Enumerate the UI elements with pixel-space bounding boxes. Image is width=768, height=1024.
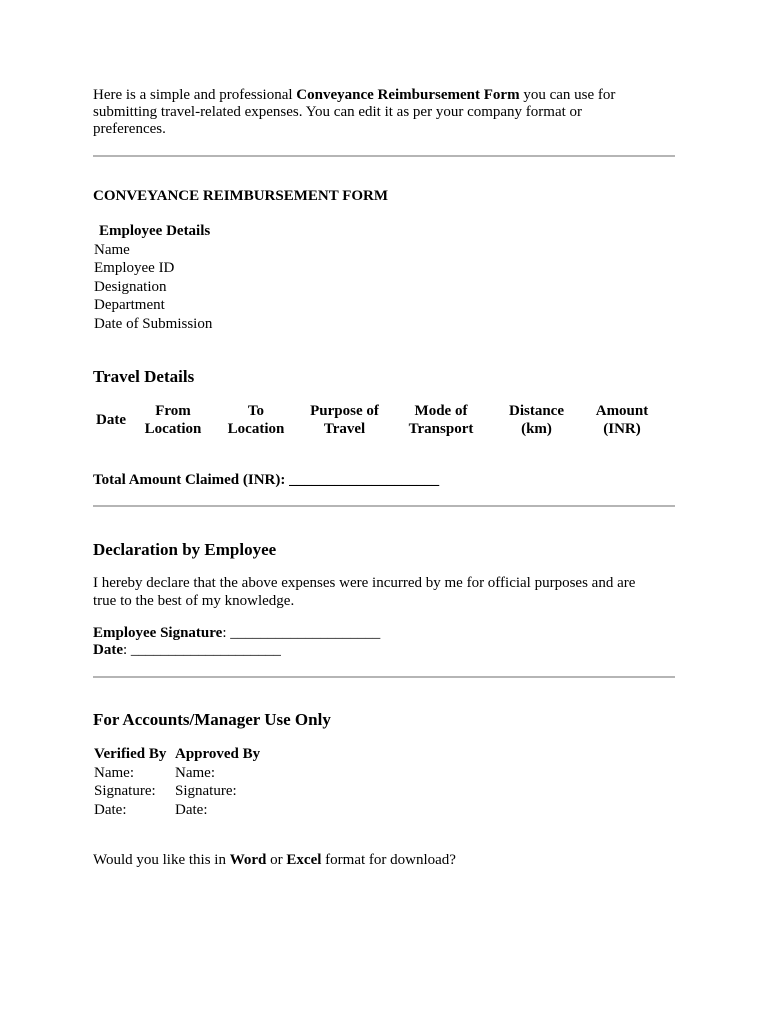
declaration-date-blank[interactable]: : ____________________: [123, 642, 281, 658]
col-amount: Amount (INR): [595, 403, 649, 437]
outro-mid: or: [266, 852, 287, 868]
outro-prefix: Would you like this in: [93, 852, 230, 868]
travel-details-table: [93, 403, 659, 438]
declaration-heading: Declaration by Employee: [93, 540, 277, 559]
col-distance: Distance (km): [509, 403, 564, 437]
employee-signature-line: [93, 625, 380, 642]
employee-field-date-of-submission: Date of Submission: [94, 315, 213, 332]
accounts-row-date: [94, 801, 260, 820]
accounts-row-name: [94, 764, 260, 783]
verified-name: Name:: [94, 764, 134, 781]
col-to-location: To Location: [227, 403, 285, 437]
approved-signature: Signature:: [175, 783, 237, 800]
employee-details-heading: Employee Details: [99, 223, 211, 239]
col-purpose-of-travel: Purpose of Travel: [310, 403, 379, 437]
intro-suffix: you can use for: [519, 87, 616, 103]
verified-by-heading: Verified By: [94, 746, 167, 762]
accounts-use-table: [94, 745, 260, 820]
intro-form-name: Conveyance Reimbursement Form: [296, 87, 520, 103]
col-from-location: From Location: [144, 403, 202, 437]
approved-date: Date:: [175, 802, 208, 819]
intro-line-2: submitting travel-related expenses. You can edit it as per your company format or: [93, 104, 583, 120]
closing-question: [93, 852, 456, 869]
outro-word: Word: [229, 852, 267, 868]
divider-2: [93, 505, 675, 507]
total-amount-blank[interactable]: ____________________: [285, 472, 440, 488]
verified-date: Date:: [94, 802, 127, 819]
employee-field-id: Employee ID: [94, 260, 175, 277]
declaration-text: [93, 574, 663, 610]
col-mode-of-transport: Mode of Transport: [408, 403, 474, 437]
declaration-date-label: Date: [93, 642, 123, 658]
divider-1: [93, 155, 675, 157]
declaration-date-line: [93, 642, 281, 659]
employee-details-section: [94, 222, 212, 334]
declaration-line-1: I hereby declare that the above expenses were incurred by me for official purposes and are: [93, 575, 636, 591]
verified-signature: Signature:: [94, 783, 156, 800]
intro-line-3: preferences.: [93, 121, 166, 137]
total-amount-label: Total Amount Claimed (INR):: [93, 472, 286, 488]
employee-signature-label: Employee Signature: [93, 625, 223, 641]
intro-prefix: Here is a simple and professional: [93, 87, 297, 103]
col-date: Date: [96, 411, 126, 428]
travel-table-header-row: [93, 403, 659, 438]
approved-name: Name:: [175, 764, 215, 781]
employee-field-department: Department: [94, 297, 165, 314]
intro-paragraph: [93, 87, 653, 138]
travel-details-heading: Travel Details: [93, 367, 195, 386]
approved-by-heading: Approved By: [175, 746, 261, 762]
employee-field-designation: Designation: [94, 278, 167, 295]
declaration-line-2: true to the best of my knowledge.: [93, 593, 295, 609]
accounts-row-signature: [94, 782, 260, 801]
outro-suffix: format for download?: [321, 852, 456, 868]
divider-3: [93, 676, 675, 678]
outro-excel: Excel: [286, 852, 322, 868]
form-title: CONVEYANCE REIMBURSEMENT FORM: [93, 188, 389, 204]
accounts-header-row: [94, 745, 260, 764]
employee-field-name: Name: [94, 241, 130, 258]
total-amount-claimed: [93, 472, 439, 489]
employee-signature-blank[interactable]: : ____________________: [222, 625, 381, 641]
accounts-heading: For Accounts/Manager Use Only: [93, 710, 331, 729]
